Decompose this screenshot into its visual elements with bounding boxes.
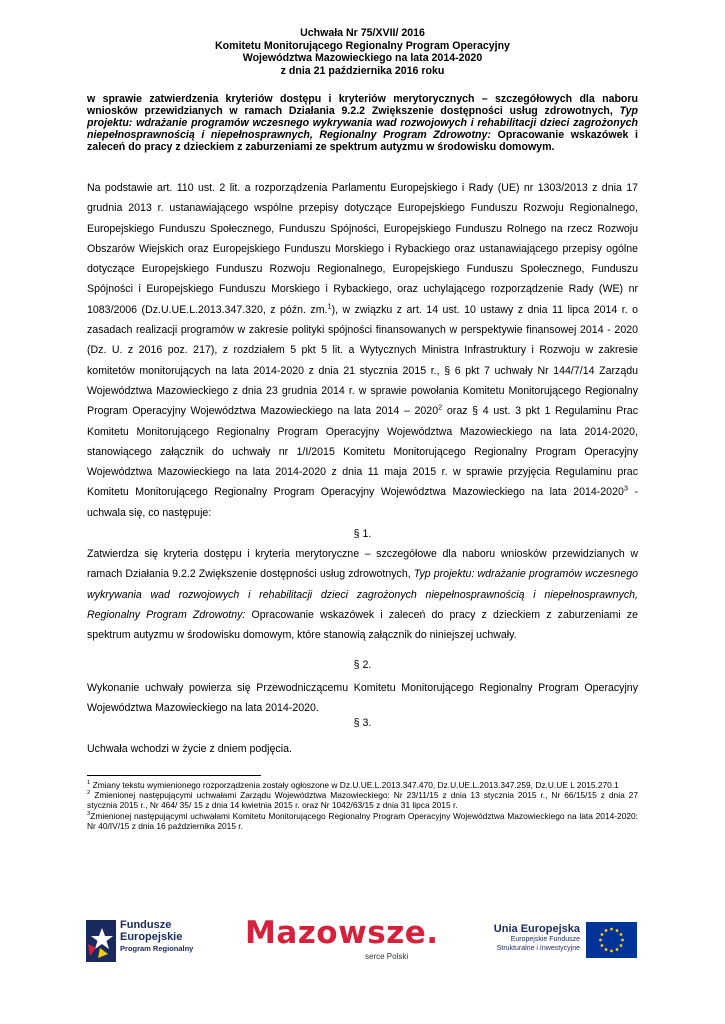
eu-star-icon xyxy=(621,939,624,942)
footnote-ref-1[interactable]: 1 xyxy=(327,301,332,311)
section-2-text: Wykonanie uchwały powierza się Przewodniczącemu Komitetu Monitorującego Regionalny Program Operacyjny Województwa Mazowieckiego na lata 2014-2020. xyxy=(87,682,638,715)
resolution-number: Uchwała Nr 75/XVII/ 2016 xyxy=(300,27,425,39)
fundusze-europejskie-logo xyxy=(86,918,206,964)
section-1-heading: § 1. xyxy=(353,528,372,540)
eu-star-icon xyxy=(620,933,623,936)
ue-logo-text xyxy=(474,923,580,953)
subject-text-3: Opracowanie wskazówek i zaleceń do pracy z dzieckiem z zaburzeniami ze spektrum autyzmu w środowisku domowym. xyxy=(87,129,638,153)
fe-line-1: Fundusze xyxy=(120,919,172,931)
ue-sub-1: Europejskie Fundusze xyxy=(510,936,580,943)
fe-line-2: Europejskie xyxy=(120,931,183,943)
eu-star-icon xyxy=(620,944,623,947)
footnote-3 xyxy=(87,811,638,831)
region-name: Województwa Mazowieckiego na lata 2014-2020 xyxy=(242,52,483,64)
footnote-ref-2[interactable]: 2 xyxy=(438,402,443,412)
fe-line-3: Program Regionalny xyxy=(120,944,194,953)
section-3-heading: § 3. xyxy=(353,717,372,729)
mazowsze-logo xyxy=(245,915,439,966)
eu-star-icon xyxy=(610,928,613,931)
subject-text-italic: Typ projektu: wdrażanie programów wczesnego wykrywania wad rozwojowych i rehabilitacji dzieci zagrożonych niepełnosprawnością i niepełnosprawnych, Regionalny Program Zdrowotny: xyxy=(87,105,638,141)
resolution-header xyxy=(0,27,725,77)
section-1-text-italic: Typ projektu: wdrażanie programów wczesnego wykrywania wad rozwojowych i rehabilitacji dzieci zagrożonych niepełnosprawnością i niepełnosprawnych, Regionalny Program Zdrowotny: xyxy=(87,568,638,621)
ue-sub-2: Strukturalne i Inwestycyjne xyxy=(496,944,580,952)
mazowsze-wordmark: Mazowsze. xyxy=(245,915,439,951)
mazowsze-tagline: serce Polski xyxy=(365,952,409,961)
committee-name: Komitetu Monitorującego Regionalny Program Operacyjny xyxy=(215,39,510,52)
eu-star-icon xyxy=(616,948,619,951)
resolution-date: z dnia 21 października 2016 roku xyxy=(280,64,445,77)
preamble-text-c: oraz § 4 ust. 3 pkt 1 Regulaminu Prac Komitetu Monitorującego Regionalny Program Operacyjny Województwa Mazowieckiego na lata 2014-2020, stanowiącego załącznik do uchwały nr 1/I/2015 Komitetu Monitorującego Regionalny Program Operacyjny Województwa Mazowieckiego na lata 2014-2020 z dnia 11 maja 2015 r. w sprawie przyjęcia Regulaminu prac Komitetu Monitorującego Regionalny Program Operacyjny Województwa Mazowieckiego na lata 2014-2020 xyxy=(87,405,638,499)
preamble-text-b: ), w związku z art. 14 ust. 10 ustawy z dnia 11 lipca 2014 r. o zasadach realizacji programów w zakresie polityki spójności finansowanych w perspektywie finansowej 2014 - 2020 (Dz. U. z 2016 poz. 217), z rozdziałem 5 pkt 5 lit. a Wytycznych Ministra Infrastruktury i Rozwoju w zakresie komitetów monitorujących na lata 2014-2020 z dnia 21 stycznia 2015 r., § 6 pkt 7 uchwały Nr 144/7/14 Zarządu Województwa Mazowieckiego z dnia 23 grudnia 2014 r. w sprawie powołania Komitetu Monitorującego Regionalny Program Operacyjny Województwa Mazowieckiego na lata 2014 – 2020 xyxy=(87,303,638,418)
eu-star-icon xyxy=(601,933,604,936)
eu-flag-icon xyxy=(586,922,637,958)
footnote-mark-3: 3 xyxy=(87,810,91,817)
eu-star-icon xyxy=(601,944,604,947)
section-3-text: Uchwała wchodzi w życie z dniem podjęcia. xyxy=(87,743,292,755)
fe-star-icon xyxy=(86,918,118,962)
eu-star-icon xyxy=(605,929,608,932)
unia-europejska-logo xyxy=(474,920,644,966)
footnotes xyxy=(87,780,638,831)
footnote-1 xyxy=(87,780,638,790)
preamble-text-a: Na podstawie art. 110 ust. 2 lit. a rozporządzenia Parlamentu Europejskiego i Rady (UE) nr 1303/2013 z dnia 17 grudnia 2013 r. ustanawiającego wspólne przepisy dotyczące Europejskiego Funduszu Rozwoju Regionalnego, Europejskiego Funduszu Społecznego, Funduszu Spójności, Europejskiego Funduszu Rolnego na rzecz Rozwoju Obszarów Wiejskich oraz Europejskiego Funduszu Morskiego i Rybackiego oraz ustanawiającego przepisy ogólne dotyczące Europejskiego Funduszu Rozwoju Regionalnego, Europejskiego Funduszu Społecznego, Funduszu Spójności i Europejskiego Funduszu Morskiego i Rybackiego, oraz uchylającego rozporządzenie Rady (WE) nr 1083/2006 (Dz.U.UE.L.2013.347.320, z późn. zm. xyxy=(87,182,638,316)
footnote-ref-3[interactable]: 3 xyxy=(623,483,628,493)
footnote-2 xyxy=(87,790,638,810)
logo-bar xyxy=(0,910,725,970)
ue-title: Unia Europejska xyxy=(493,923,580,935)
section-1-text-c: Opracowanie wskazówek i zaleceń do pracy z dzieckiem z zaburzeniami ze spektrum autyzmu w środowisku domowym, które stanowią załącznik do niniejszej uchwały. xyxy=(87,608,638,642)
eu-star-icon xyxy=(599,939,602,942)
section-1-text-a: Zatwierdza się kryteria dostępu i kryteria merytoryczne – szczegółowe dla naboru wniosków przewidzianych w ramach Działania 9.2.2 Zwiększenie dostępności usług zdrowotnych, xyxy=(87,548,638,581)
section-1-text xyxy=(87,544,638,645)
footnote-1-text: Zmiany tekstu wymienionego rozporządzenia zostały ogłoszone w Dz.U.UE.L.2013.347.470, Dz.U.UE.L.2013.347.259, Dz.U.UE L 2015.270.1 xyxy=(90,780,619,790)
footnote-separator xyxy=(87,775,261,776)
eu-star-icon xyxy=(616,929,619,932)
eu-star-icon xyxy=(610,950,613,953)
preamble-text-d: - uchwala się, co następuje: xyxy=(87,486,638,519)
eu-star-icon xyxy=(605,948,608,951)
resolution-subject xyxy=(87,93,638,153)
fe-logo-text xyxy=(120,919,193,955)
section-2-heading: § 2. xyxy=(353,659,372,671)
footnote-mark-1: 1 xyxy=(87,780,91,787)
footnote-mark-2: 2 xyxy=(87,790,91,797)
preamble-paragraph xyxy=(87,178,638,523)
subject-text-1: w sprawie zatwierdzenia kryteriów dostępu i kryteriów merytorycznych – szczegółowych dla naboru wniosków przewidzianych w ramach Działania 9.2.2 Zwiększenie dostępności usług zdrowotnych, xyxy=(87,93,638,117)
footnote-2-text: Zmienionej następującymi uchwałami Zarządu Województwa Mazowieckiego: Nr 23/11/15 z dnia 13 stycznia 2015 r., Nr 66/15/15 z dnia 27 stycznia 2015 r., Nr 464/ 35/ 15 z dnia 14 kwietnia 2015 r. oraz Nr 1042/63/15 z dnia 31 lipca 2015 r. xyxy=(87,790,638,811)
footnote-3-text: Zmienionej następującymi uchwałami Komitetu Monitorującego Regionalny Program Operacyjny Województwa Mazowieckiego na lata 2014-2020: Nr 40/IV/15 z dnia 16 października 2015 r. xyxy=(87,810,638,831)
